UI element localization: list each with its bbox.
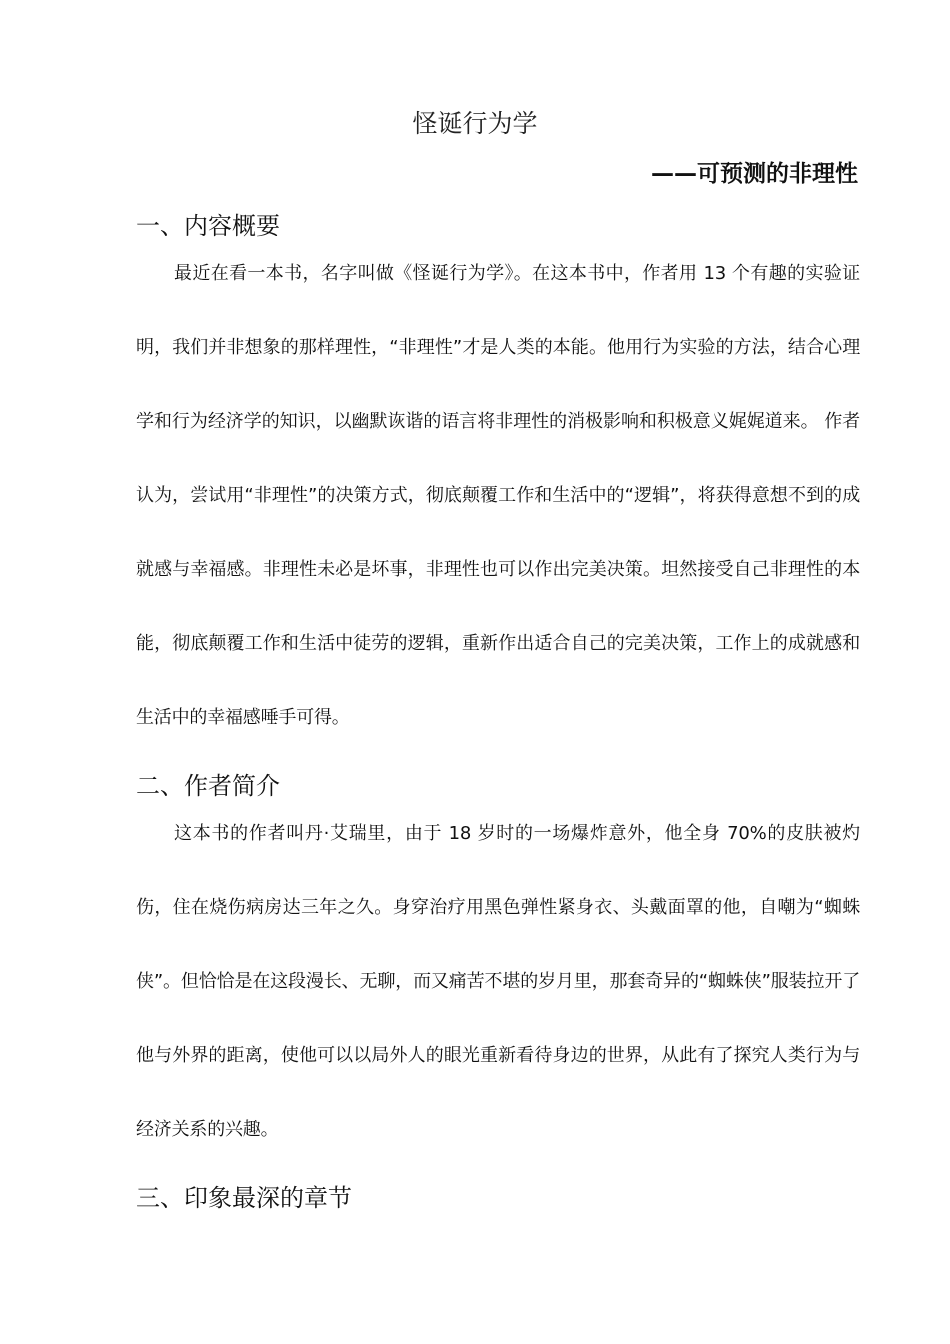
section-paragraph-summary: 最近在看一本书，名字叫做《怪诞行为学》。在这本书中，作者用 13 个有趣的实验证明，我们并非想象的那样理性，“非理性”才是人类的本能。他用行为实验的方法，结合心理学和行为经济学的知识，以幽默诙谐的语言将非理性的消极影响和积极意义娓娓道来。 作者认为，尝试用“非理性”的决策方式，彻底颠覆工作和生活中的“逻辑”，将获得意想不到的成就感与幸福感。非理性未必是坏事，非理性也可以作出完美决策。坦然接受自己非理性的本能，彻底颠覆工作和生活中徒劳的逻辑，重新作出适合自己的完美决策，工作上的成就感和生活中的幸福感唾手可得。 [136,263,860,728]
document-subtitle: ——可预测的非理性 [651,161,858,187]
section-paragraph-author: 这本书的作者叫丹·艾瑞里，由于 18 岁时的一场爆炸意外，他全身 70%的皮肤被灼伤，住在烧伤病房达三年之久。身穿治疗用黑色弹性紧身衣、头戴面罩的他，自嘲为“蜘蛛侠”。但恰恰是在这段漫长、无聊，而又痛苦不堪的岁月里，那套奇异的“蜘蛛侠”服装拉开了他与外界的距离，使他可以以局外人的眼光重新看待身边的世界，从此有了探究人类行为与经济关系的兴趣。 [136,823,860,1140]
section-heading-author: 二、作者简介 [136,772,280,800]
document-title: 怪诞行为学 [412,109,538,138]
section-heading-summary: 一、内容概要 [136,212,280,240]
section-heading-chapters: 三、印象最深的章节 [136,1184,352,1212]
